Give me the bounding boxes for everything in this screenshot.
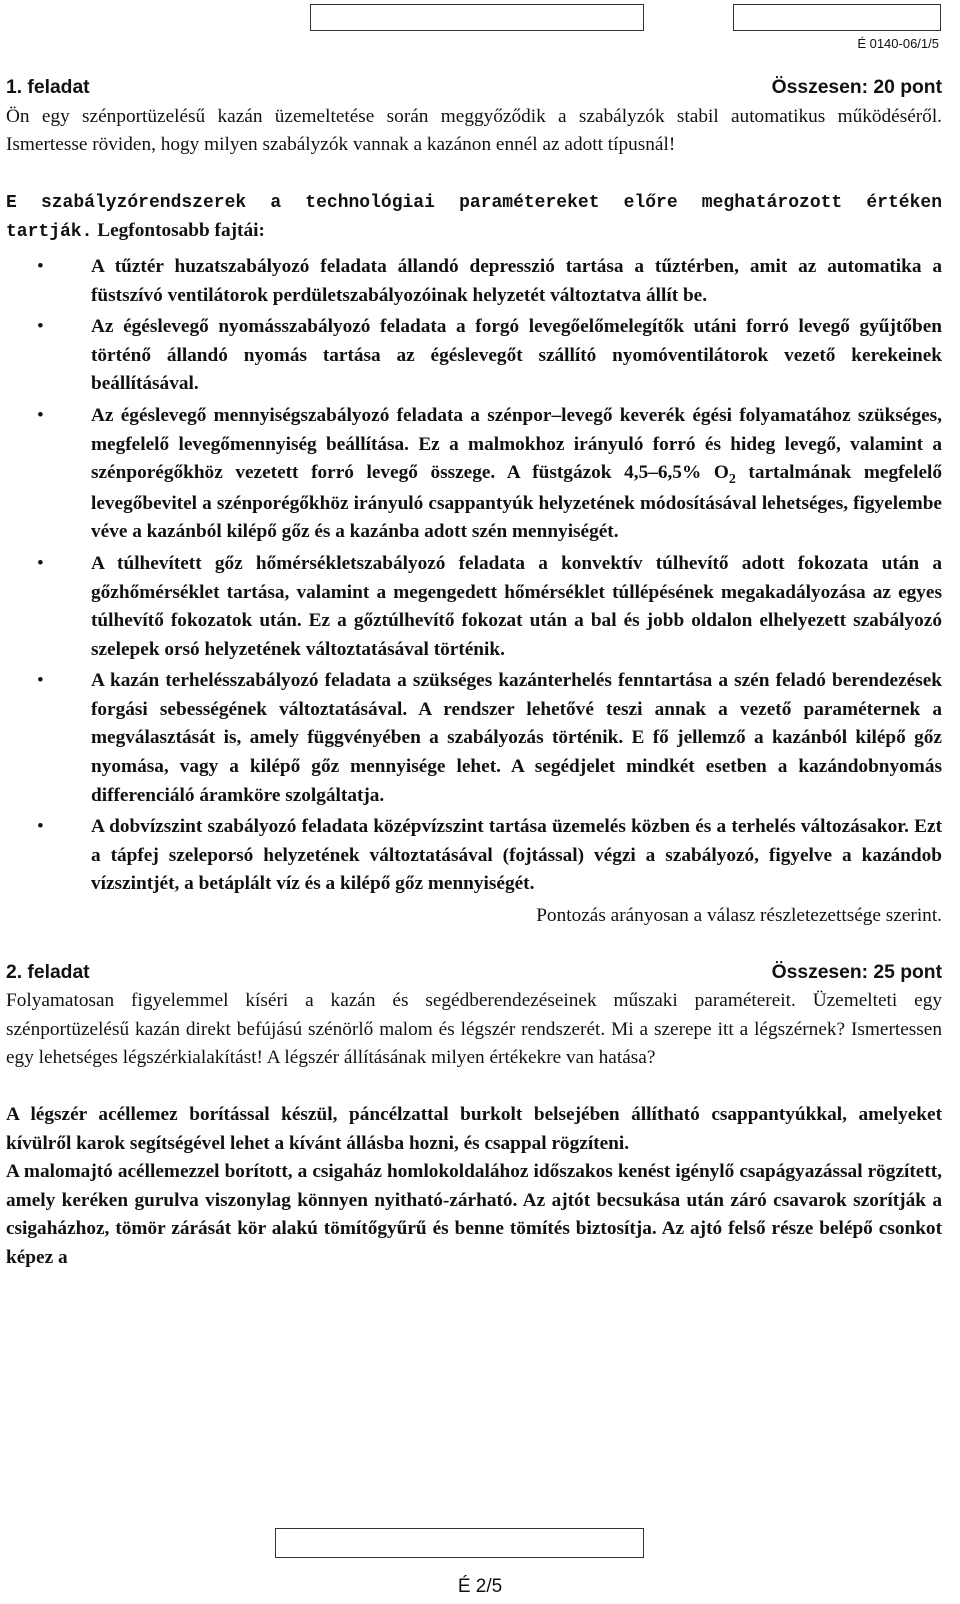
header-field-left — [310, 4, 644, 31]
task2-question: Folyamatosan figyelemmel kíséri a kazán és segédberendezéseinek műszaki paramétereit. Üzemelteti egy szénportüzelésű kazán direkt befújású szénörlő malom és légszér rendszerét. Mi a szerepe itt a légszérnek? Ismertessen egy lehetséges légszérkialakítást! A légszér állításának milyen értékekre van hatása? — [6, 990, 942, 1069]
list-item: • A dobvízszint szabályozó feladata középvízszint tartása üzemelés közben és a terhelés változásakor. Ezt a tápfej szeleporsó helyzetének változtatásával (fojtással) végzi a szabályozó, figyelve a kazándob vízszintjét, a betáplált víz és a kilépő gőz mennyiségét. — [91, 813, 942, 899]
task1-intro-rest: Legfontosabb fajtái: — [92, 220, 265, 242]
list-item — [91, 402, 942, 547]
task2-header — [6, 959, 942, 988]
task1-title: 1. feladat — [6, 77, 90, 98]
task1-intro-mono: E szabályzórendszerek a technológiai paramétereket előre meghatározott értéken tartják. — [6, 192, 942, 243]
subscript-2: 2 — [728, 472, 736, 488]
list-item: • A tűztér huzatszabályozó feladata állandó depresszió tartása a tűztérben, amit az automatika a füstszívó ventilátorok perdületszabályozóinak helyzetét változtatva állít be. — [91, 253, 942, 310]
task2-title: 2. feladat — [6, 961, 90, 983]
footer-field — [275, 1528, 644, 1558]
task1-total: Összesen: 20 pont — [771, 77, 942, 98]
list-item-text-tail: tartalmának megfelelő levegőbevitel a szénporégőkhöz irányuló csappantyúk helyzetének módosításával lehetséges, figyelembe véve a kazánból kilépő gőz és a kazánba adott szén mennyiségét. — [91, 462, 942, 543]
task2-answer-2: A malomajtó acéllemezzel borított, a csigaház homlokoldalához időszakos kenést igénylő csapágyazással rögzített, amely keréken gurulva viszonylag könnyen nyitható-zárható. Az ajtót becsukása után záró csavarok szorítják a csigaházhoz, tömör zárását kör alakú tömítőgyűrű és benne tömítés biztosítja. Az ajtó felső része belépő csonkot képez a — [6, 1161, 942, 1268]
regulator-list — [6, 253, 942, 899]
scoring-note: Pontozás arányosan a válasz részletezettsége szerint. — [536, 905, 942, 927]
task1-intro — [6, 188, 942, 247]
page-content — [6, 74, 942, 1273]
task2-total: Összesen: 25 pont — [771, 961, 942, 983]
list-item: • Az égéslevegő nyomásszabályozó feladata a forgó levegőelőmelegítők utáni forró levegő gyűjtőben történő állandó nyomás tartása az égéslevegőt szállító nyomóventilátorok vezető kerekeinek beállításával. — [91, 313, 942, 399]
document-code: É 0140-06/1/5 — [857, 36, 939, 51]
task2-answer-1: A légszér acéllemez borítással készül, páncélzattal burkolt belsejében állítható csappantyúkkal, amelyeket kívülről karok segítségével lehet a kívánt állásba hozni, és csappal rögzíteni. — [6, 1104, 942, 1154]
list-item-text: Az égéslevegő mennyiségszabályozó feladata a szénpor–levegő keverék égési folyamatához szükséges, megfelelő levegőmennyiség beállítása. Ez a malmokhoz irányuló forró és hideg levegő, valamint a szénporégőkhöz vezetett forró levegő összege. A füstgázok 4,5–6,5% O — [91, 404, 942, 484]
header-field-right — [733, 4, 941, 31]
list-item: • A túlhevített gőz hőmérsékletszabályozó feladata a konvektív túlhevítő adott fokozata után a gőzhőmérséklet tartása, valamint a megengedett hőmérséklet túllépésének megakadályozása az egyes túlhevítő fokozatok után. Ez a gőztúlhevítő fokozat után a bal és jobb oldalon elhelyezett szabályozó szelepek orsó helyzetének változtatásával történik. — [91, 550, 942, 664]
task1-question: Ön egy szénportüzelésű kazán üzemeltetése során meggyőződik a szabályzók stabil automatikus működéséről. Ismertesse röviden, hogy milyen szabályzók vannak a kazánon ennél az adott típusnál! — [6, 105, 942, 156]
task1-header — [6, 74, 942, 103]
page-number: É 2/5 — [457, 1576, 503, 1597]
list-item: • A kazán terhelésszabályozó feladata a szükséges kazánterhelés fenntartása a szén feladó berendezések forgási sebességének változtatásával. A rendszer lehetővé teszi annak a vezető paraméternek a megválasztását is, amely függvényében a szabályozás történik. E fő jellemző a kazánból kilépő gőz nyomása, vagy a kilépő gőz mennyisége lehet. A segédjelet mindkét esetben a kazándobnyomás differenciáló áramköre szolgáltatja. — [91, 667, 942, 810]
